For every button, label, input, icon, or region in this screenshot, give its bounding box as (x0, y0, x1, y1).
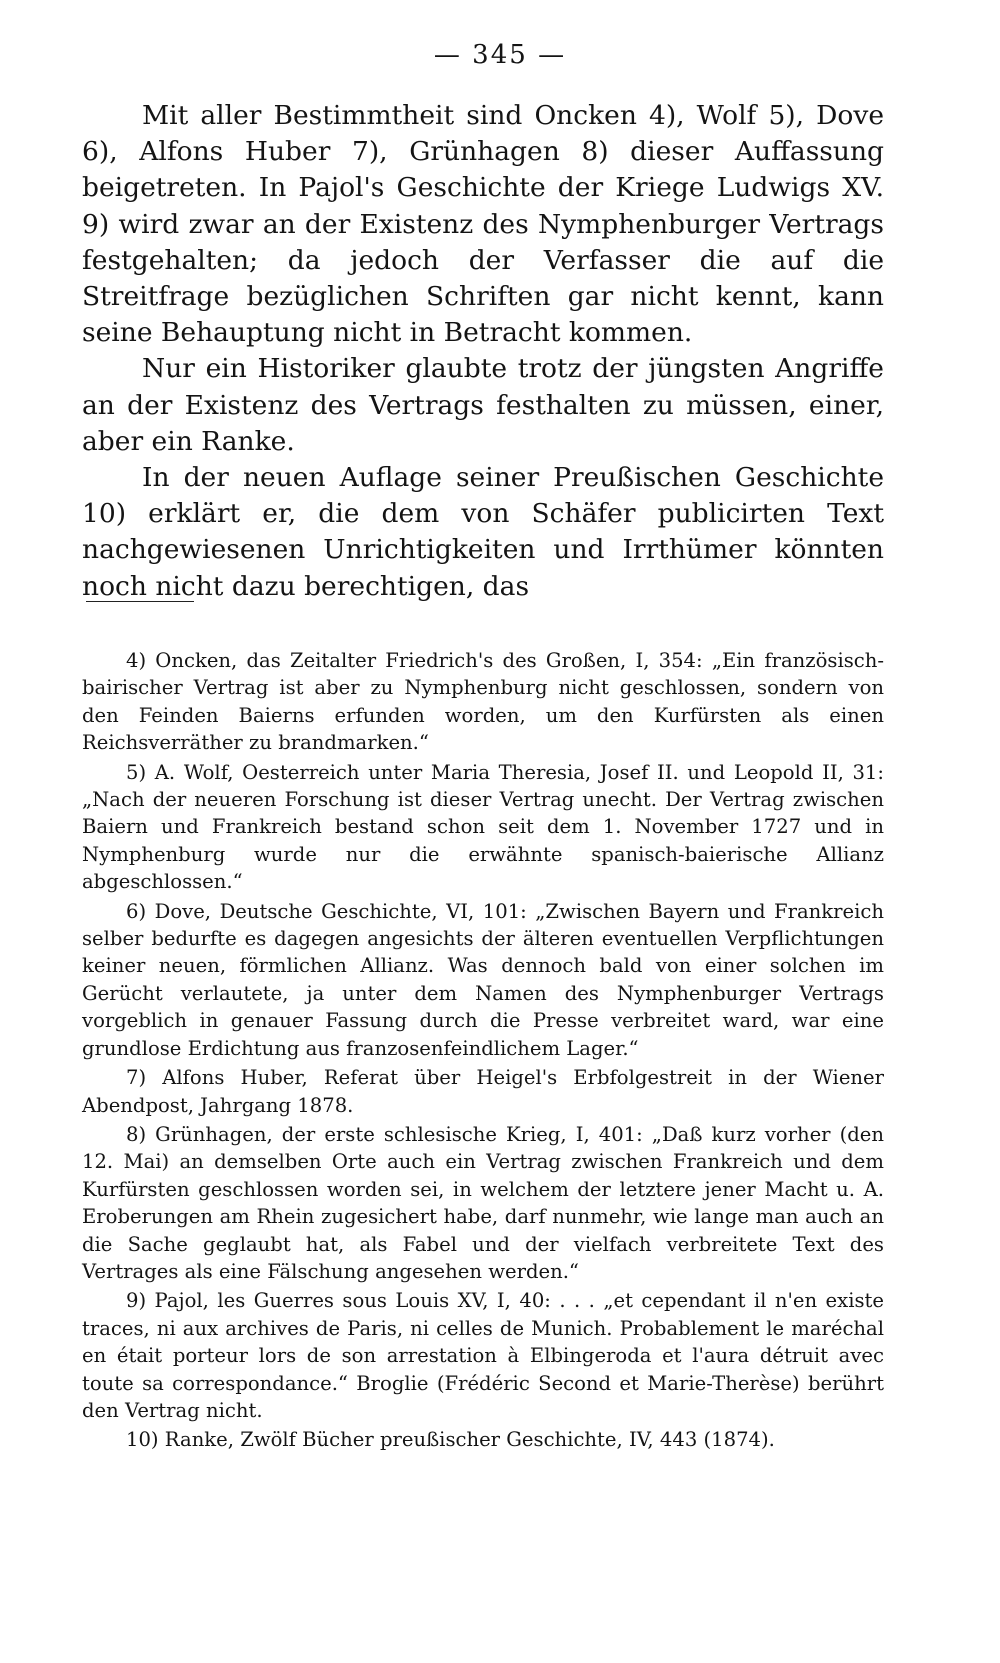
footnote-9: 9) Pajol, les Guerres sous Louis XV, I, 40: . . . „et cependant il n'en existe traces, ni aux archives de Paris, ni celles de Munich. Probablement le maréchal en était porteur lors de son arrestation à Elbingeroda et l'aura détruit avec toute sa correspondance.“ Broglie (Frédéric Second et Marie-Therèse) berührt den Vertrag nicht. (82, 1289, 884, 1422)
paragraph-3: In der neuen Auflage seiner Preußischen Geschichte 10) erklärt er, die dem von Schäfer publicirten Text nachgewiesenen Unrichtigkeiten und Irrthümer könnten noch nicht dazu berechtigen, das (82, 462, 884, 602)
page-number: — 345 — (433, 40, 567, 70)
footnotes (82, 647, 884, 1456)
paragraph-2: Nur ein Historiker glaubte trotz der jüngsten Angriffe an der Existenz des Vertrags festhalten zu müssen, einer, aber ein Ranke. (82, 353, 884, 457)
footnote-8: 8) Grünhagen, der erste schlesische Krieg, I, 401: „Daß kurz vorher (den 12. Mai) an demselben Orte auch ein Vertrag zwischen Frankreich und dem Kurfürsten geschlossen worden sei, in welchem der letztere jener Macht u. A. Eroberungen am Rhein zugesichert habe, darf nunmehr, wie lange man auch an die Sache geglaubt hat, als Fabel und der vielfach verbreitete Text des Vertrages als eine Fälschung angesehen werden.“ (82, 1122, 884, 1283)
footnote-4: 4) Oncken, das Zeitalter Friedrich's des Großen, I, 354: „Ein französisch-bairischer Vertrag ist aber zu Nymphenburg nicht geschlossen, sondern von den Feinden Baierns erfunden worden, um den Kurfürsten als einen Reichsverräther zu brandmarken.“ (82, 649, 884, 755)
footnote-7: 7) Alfons Huber, Referat über Heigel's Erbfolgestreit in der Wiener Abendpost, Jahrgang 1878. (82, 1066, 884, 1117)
footnote-6: 6) Dove, Deutsche Geschichte, VI, 101: „Zwischen Bayern und Frankreich selber bedurfte es dagegen angesichts der älteren eventuellen Verpflichtungen keiner neuen, förmlichen Allianz. Was dennoch bald von einer solchen im Gerücht verlautete, ja unter dem Namen des Nymphenburger Vertrags vorgeblich in genauer Fassung durch die Presse verbreitet ward, war eine grundlose Erdichtung aus franzosenfeindlichem Lager.“ (82, 899, 884, 1060)
main-text (82, 98, 884, 605)
footnote-10: 10) Ranke, Zwölf Bücher preußischer Geschichte, IV, 443 (1874). (126, 1428, 775, 1452)
footnote-separator (86, 601, 194, 602)
footnote-5: 5) A. Wolf, Oesterreich unter Maria Theresia, Josef II. und Leopold II, 31: „Nach der neueren Forschung ist dieser Vertrag unecht. Der Vertrag zwischen Baiern und Frankreich bestand schon seit dem 1. November 1727 und in Nymphenburg wurde nur die erwähnte spanisch-baierische Allianz abgeschlossen.“ (82, 760, 884, 894)
paragraph-1: Mit aller Bestimmtheit sind Oncken 4), Wolf 5), Dove 6), Alfons Huber 7), Grünhagen 8) dieser Auffassung beigetreten. In Pajol's Geschichte der Kriege Ludwigs XV. 9) wird zwar an der Existenz des Nymphenburger Vertrags festgehalten; da jedoch der Verfasser die auf die Streitfrage bezüglichen Schriften gar nicht kennt, kann seine Behauptung nicht in Betracht kommen. (82, 100, 884, 349)
